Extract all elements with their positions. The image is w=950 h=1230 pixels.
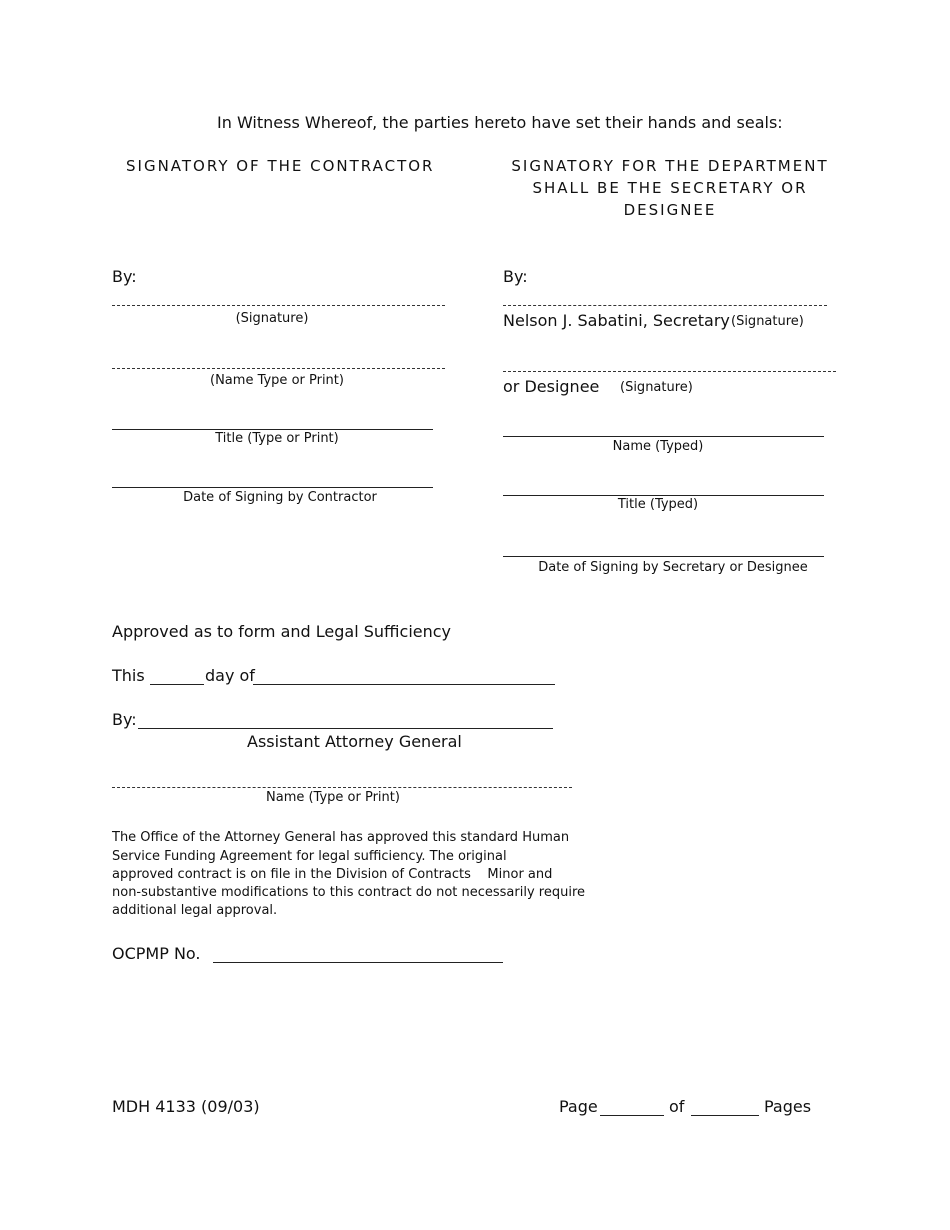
department-heading-line2: SHALL BE THE SECRETARY OR <box>532 179 808 197</box>
department-signature-line[interactable] <box>503 305 827 306</box>
designee-signature-line[interactable] <box>503 371 836 372</box>
approval-heading: Approved as to form and Legal Sufficiency <box>112 622 452 641</box>
department-name-caption: Name (Typed) <box>612 439 704 454</box>
designee-label: or Designee <box>503 377 600 396</box>
form-id: MDH 4133 (09/03) <box>112 1097 260 1116</box>
secretary-signature-caption: (Signature) <box>731 314 804 329</box>
contractor-name-caption: (Name Type or Print) <box>210 373 344 388</box>
approval-month-line[interactable] <box>253 684 555 685</box>
witness-header: In Witness Whereof, the parties hereto have set their hands and seals: <box>217 113 783 132</box>
department-name-line[interactable] <box>503 436 824 437</box>
secretary-name: Nelson J. Sabatini, Secretary <box>503 311 730 330</box>
contractor-by-label: By: <box>112 267 137 286</box>
department-heading-line3: DESIGNEE <box>623 201 717 219</box>
contractor-name-line[interactable] <box>112 368 445 369</box>
approval-notice-line5: additional legal approval. <box>112 903 278 918</box>
department-heading-line1: SIGNATORY FOR THE DEPARTMENT <box>511 157 829 175</box>
department-title-caption: Title (Typed) <box>617 497 699 512</box>
contractor-signature-line[interactable] <box>112 305 445 306</box>
contractor-date-caption: Date of Signing by Contractor <box>183 490 377 505</box>
approval-notice-line2: Service Funding Agreement for legal sufficiency. The original <box>112 849 507 864</box>
contractor-heading: SIGNATORY OF THE CONTRACTOR <box>126 157 435 175</box>
designee-signature-caption: (Signature) <box>620 380 693 395</box>
contractor-date-line[interactable] <box>112 487 433 488</box>
department-date-caption: Date of Signing by Secretary or Designee <box>538 560 808 575</box>
contractor-signature-caption: (Signature) <box>235 311 309 326</box>
department-title-line[interactable] <box>503 495 824 496</box>
approval-name-line[interactable] <box>112 787 572 788</box>
approval-notice-line4: non-substantive modifications to this contract do not necessarily require <box>112 885 586 900</box>
department-by-label: By: <box>503 267 528 286</box>
of-label: of <box>669 1097 685 1116</box>
approval-notice-line3: approved contract is on file in the Division of Contracts Minor and <box>112 867 553 882</box>
aag-label: Assistant Attorney General <box>247 732 462 751</box>
approval-day-line[interactable] <box>150 684 204 685</box>
contractor-title-caption: Title (Type or Print) <box>215 431 339 446</box>
page-number-line[interactable] <box>600 1115 664 1116</box>
department-date-line[interactable] <box>503 556 824 557</box>
pages-label: Pages <box>764 1097 812 1116</box>
contractor-title-line[interactable] <box>112 429 433 430</box>
approval-this-label: This <box>112 666 145 685</box>
ocpmp-label: OCPMP No. <box>112 944 201 963</box>
page-total-line[interactable] <box>691 1115 759 1116</box>
approval-name-caption: Name (Type or Print) <box>266 790 400 805</box>
approval-day-of-label: day of <box>205 666 255 685</box>
approval-by-label: By: <box>112 710 137 729</box>
approval-notice-line1: The Office of the Attorney General has approved this standard Human <box>112 830 570 845</box>
page-label: Page <box>559 1097 598 1116</box>
ocpmp-number-line[interactable] <box>213 962 503 963</box>
approval-signature-line[interactable] <box>138 728 553 729</box>
